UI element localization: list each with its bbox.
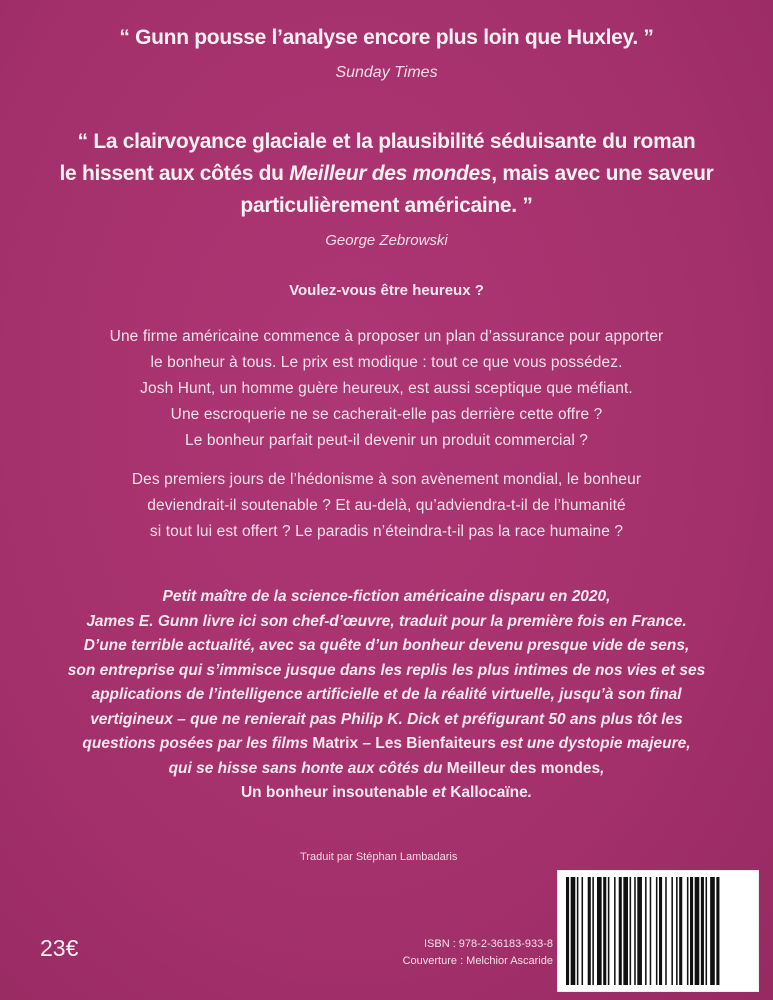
synopsis-line: Des premiers jours de l’hédonisme à son avènement mondial, le bonheur [131, 471, 642, 488]
blurb-line: James E. Gunn livre ici son chef-d’œuvre, traduit pour la première fois en France. [86, 612, 687, 630]
synopsis-paragraph-1 [40, 324, 733, 454]
barcode-bar [566, 877, 569, 985]
synopsis-line: Une firme américaine commence à proposer un plan d’assurance pour apporter [109, 328, 664, 345]
isbn-block [403, 936, 553, 970]
price: 23€ [40, 935, 79, 961]
synopsis-line: le bonheur à tous. Le prix est modique : tout ce que vous possédez. [150, 354, 623, 371]
barcode-bar [706, 877, 708, 985]
barcode-bar [577, 877, 579, 985]
synopsis-line: Josh Hunt, un homme guère heureux, est aussi sceptique que méfiant. [140, 380, 633, 397]
quote-1-attribution: Sunday Times [335, 64, 438, 81]
cover-credit: Couverture : Melchior Ascaride [402, 955, 553, 967]
barcode-bar [592, 877, 594, 985]
barcode-bar [695, 877, 700, 985]
synopsis-paragraph-2 [40, 467, 733, 545]
barcode-bar [588, 877, 591, 985]
blurb-line: D’une terrible actualité, avec sa quête d’un bonheur devenu presque vide de sens, [83, 637, 690, 654]
barcode-bar [701, 877, 704, 985]
tagline-question: Voulez-vous être heureux ? [289, 282, 484, 299]
synopsis-line: deviendrait-il soutenable ? Et au-delà, qu’adviendra-t-il de l’humanité [147, 497, 626, 514]
quote-2 [0, 126, 773, 222]
barcode-bar [679, 877, 682, 985]
blurb-line: Un bonheur insoutenable et Kallocaïne. [240, 784, 533, 801]
author-blurb [20, 585, 753, 806]
quote-2-line-1: “ La clairvoyance glaciale et la plausibilité séduisante du roman [77, 130, 696, 153]
barcode-bar [608, 877, 610, 985]
barcode-bar [623, 877, 628, 985]
barcode-bar [603, 877, 606, 985]
barcode-bar [690, 877, 693, 985]
barcode-bar [716, 877, 719, 985]
quote-2-book-title: Meilleur des mondes [289, 162, 492, 185]
synopsis-line: Une escroquerie ne se cacherait-elle pas derrière cette offre ? [170, 406, 603, 423]
blurb-line: son entreprise qui s’immisce jusque dans les replis les plus intimes de nos vies et ses [67, 661, 706, 679]
isbn: ISBN : 978-2-36183-933-8 [423, 938, 553, 950]
barcode-bar [710, 877, 715, 985]
barcode-bar [637, 877, 642, 985]
barcode-bar [659, 877, 662, 985]
barcode-bar [665, 877, 667, 985]
translator-credit: Traduit par Stéphan Lambadaris [300, 851, 458, 863]
barcode-bar [656, 877, 658, 985]
barcode-bar [571, 877, 576, 985]
blurb-line: qui se hisse sans honte aux côtés du Meilleur des mondes, [168, 759, 605, 777]
barcode-graphic [558, 871, 758, 991]
barcode-bar [614, 877, 616, 985]
synopsis-line: si tout lui est offert ? Le paradis n’éteindra-t-il pas la race humaine ? [149, 523, 624, 540]
barcode-bar [671, 877, 673, 985]
quote-1-text: “ Gunn pousse l’analyse encore plus loin que Huxley. ” [119, 26, 654, 49]
barcode-bar [619, 877, 622, 985]
quote-2-line-2: le hissent aux côtés du Meilleur des mondes, mais avec une saveur [59, 162, 714, 185]
barcode-bar [597, 877, 602, 985]
barcode-bar [645, 877, 647, 985]
barcode-bar [676, 877, 678, 985]
synopsis-line: Le bonheur parfait peut-il devenir un produit commercial ? [185, 432, 588, 449]
blurb-line: questions posées par les films Matrix – Les Bienfaiteurs est une dystopie majeure, [82, 735, 691, 752]
barcode-bar [687, 877, 689, 985]
barcode-bar [630, 877, 632, 985]
barcode-bar [634, 877, 636, 985]
quote-2-line-3: particulièrement américaine. ” [240, 194, 533, 217]
quote-2-attribution: George Zebrowski [325, 232, 448, 249]
barcode [557, 870, 759, 992]
blurb-line: vertigineux – que ne renierait pas Philip K. Dick et préfigurant 50 ans plus tôt les [90, 710, 683, 728]
blurb-line: Petit maître de la science-fiction américaine disparu en 2020, [162, 588, 611, 605]
barcode-bar [582, 877, 584, 985]
blurb-line: applications de l’intelligence artificielle et de la réalité virtuelle, jusqu’à son final [91, 686, 682, 703]
barcode-bar [650, 877, 652, 985]
